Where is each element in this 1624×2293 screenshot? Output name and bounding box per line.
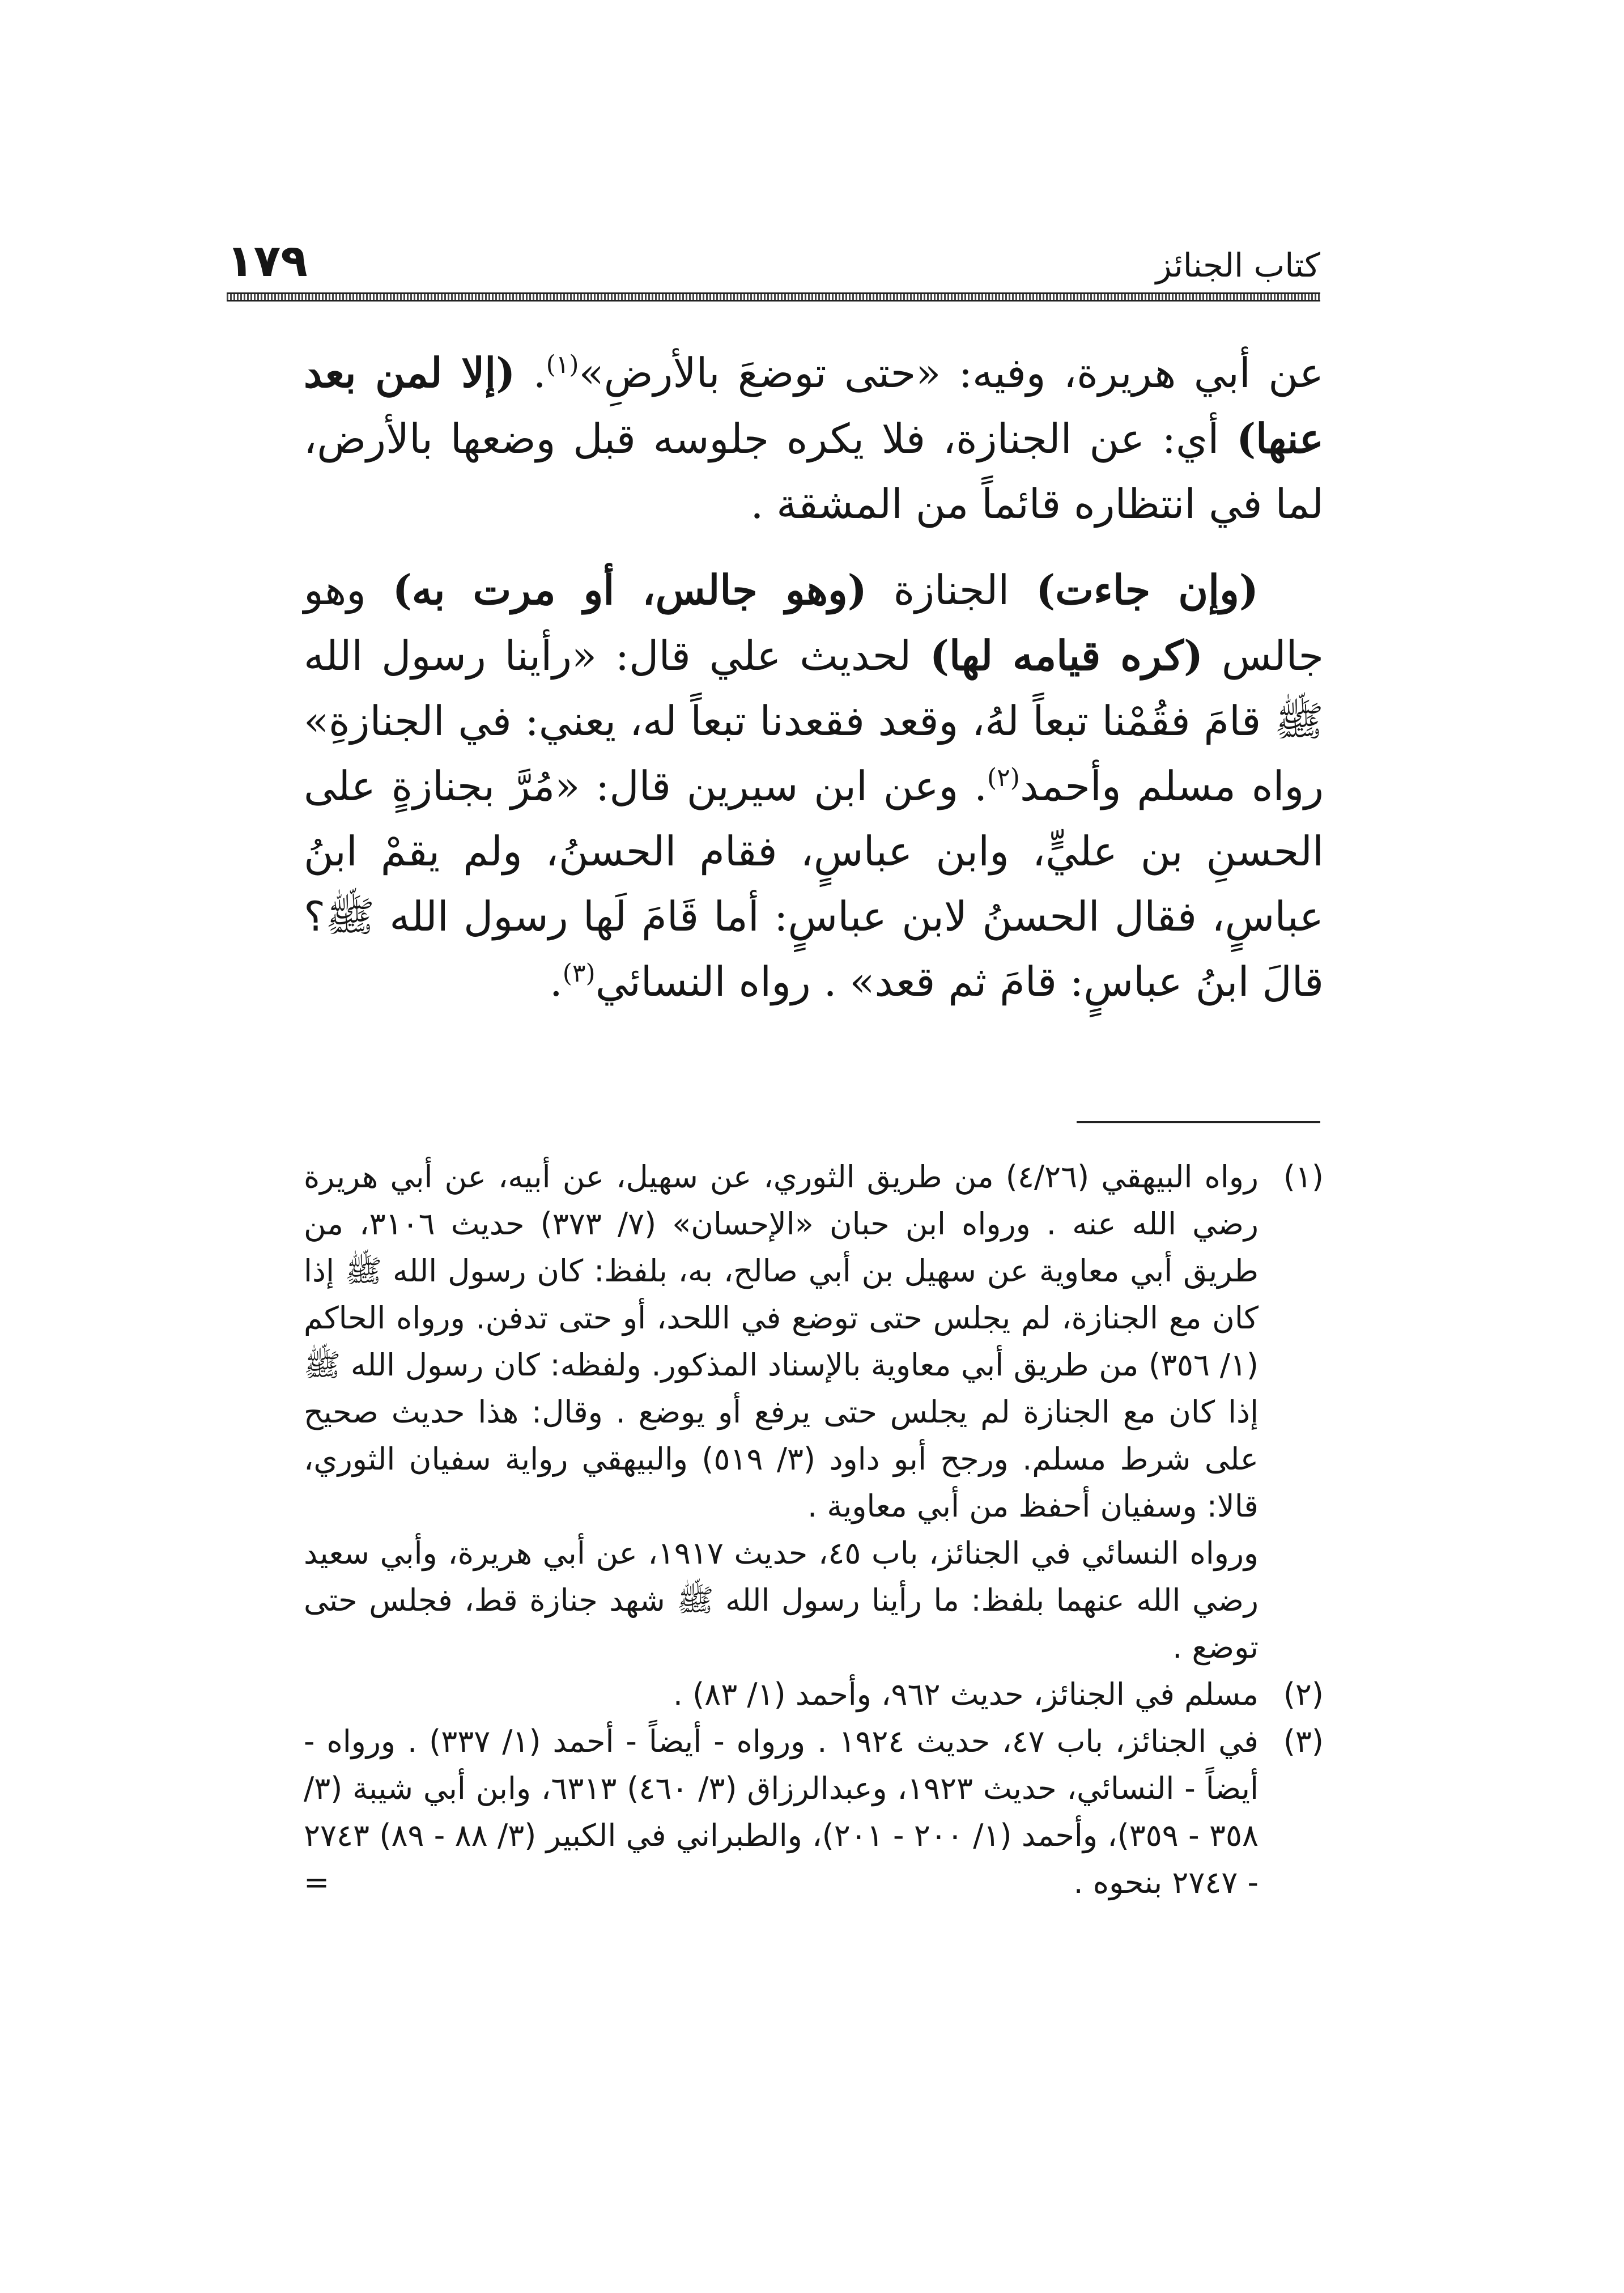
matn-phrase: (وهو جالس، أو مرت به) [392, 566, 867, 614]
matn-phrase: (وإن جاءت) [1036, 566, 1259, 614]
footnote-1 [304, 1153, 1324, 1671]
footnote-ref-2: (٢) [987, 763, 1020, 792]
footnote-divider [1077, 1121, 1320, 1123]
page-number: ١٧٩ [227, 236, 308, 287]
footnote-number: (٢) [1283, 1676, 1324, 1712]
matn-phrase: (إلا لمن بعد عنها) [304, 349, 1324, 462]
footnote-text: في الجنائز، باب ٤٧، حديث ١٩٢٤ . ورواه - أيضاً - أحمد (١/ ٣٣٧) . ورواه - أيضاً - النسائي، حديث ١٩٢٣، وعبدالرزاق (٣/ ٤٦٠) ٦٣١٣، وابن أبي شيبة (٣/ ٣٥٨ - ٣٥٩)، وأحمد (١/ ٢٠٠ - ٢٠١)، والطبراني في الكبير (٣/ ٨٨ - ٨٩) ٢٧٤٣ - ٢٧٤٧ بنحوه . [304, 1723, 1259, 1900]
footnote-3 [304, 1718, 1324, 1906]
footnote-2 [304, 1671, 1324, 1718]
page-header [227, 227, 1320, 295]
matn-phrase: (كره قيامه لها) [929, 631, 1204, 680]
footnote-text: مسلم في الجنائز، حديث ٩٦٢، وأحمد (١/ ٨٣) . [673, 1676, 1259, 1712]
footnote-ref-3: (٣) [562, 959, 596, 988]
footnote-ref-1: (١) [546, 350, 579, 379]
footnote-text: ورواه النسائي في الجنائز، باب ٤٥، حديث ١٩١٧، عن أبي هريرة، وأبي سعيد رضي الله عنهما بلفظ: ما رأينا رسول الله ﷺ شهد جنازة قط، فجلس حتى توضع . [304, 1535, 1259, 1665]
header-divider [227, 292, 1320, 302]
footnote-text: رواه البيهقي (٤/٢٦) من طريق الثوري، عن سهيل، عن أبيه، عن أبي هريرة رضي الله عنه . ورواه ابن حبان «الإحسان» (٧/ ٣٧٣) حديث ٣١٠٦، من طريق أبي معاوية عن سهيل بن أبي صالح، به، بلفظ: كان رسول الله ﷺ إذا كان مع الجنازة، لم يجلس حتى توضع في اللحد، أو حتى تدفن. ورواه الحاكم (١/ ٣٥٦) من طريق أبي معاوية بالإسناد المذكور. ولفظه: كان رسول الله ﷺ إذا كان مع الجنازة لم يجلس حتى يرفع أو يوضع . وقال: هذا حديث صحيح على شرط مسلم. ورجح أبو داود (٣/ ٥١٩) والبيهقي رواية سفيان الثوري، قالا: وسفيان أحفظ من أبي معاوية . [304, 1159, 1259, 1524]
footnote-number: (٣) [1283, 1723, 1324, 1759]
footnotes [304, 1153, 1324, 1906]
continuation-mark: = [304, 1865, 330, 1900]
paragraph-1: عن أبي هريرة، وفيه: «حتى توضعَ بالأرضِ»$^{(١)}$. (إلا لمن بعد عنها) أي: عن الجنازة، فلا يكره جلوسه قبل وضعها بالأرض، لما في انتظاره قائماً من المشقة . [304, 349, 1324, 528]
running-title: كتاب الجنائز [1155, 246, 1320, 284]
main-text [304, 340, 1324, 1035]
footnote-number: (١) [1283, 1159, 1324, 1195]
paragraph-2: (وإن جاءت) الجنازة (وهو جالس، أو مرت به) وهو جالس (كره قيامه لها) لحديث علي قال: «رأينا رسول الله ﷺ قامَ فقُمْنا تبعاً لهُ، وقعد فقعدنا تبعاً له، يعني: في الجنازةِ» رواه مسلم وأحمد$^{(٢)}$. وعن ابن سيرين قال: «مُرَّ بجنازةٍ على الحسنِ بن عليٍّ، وابن عباسٍ، فقام الحسنُ، ولم يقمْ ابنُ عباسٍ، فقال الحسنُ لابن عباسٍ: أما قَامَ لَها رسول الله ﷺ؟ قالَ ابنُ عباسٍ: قامَ ثم قعد» . رواه النسائي$^{(٣)}$. [304, 566, 1324, 1005]
